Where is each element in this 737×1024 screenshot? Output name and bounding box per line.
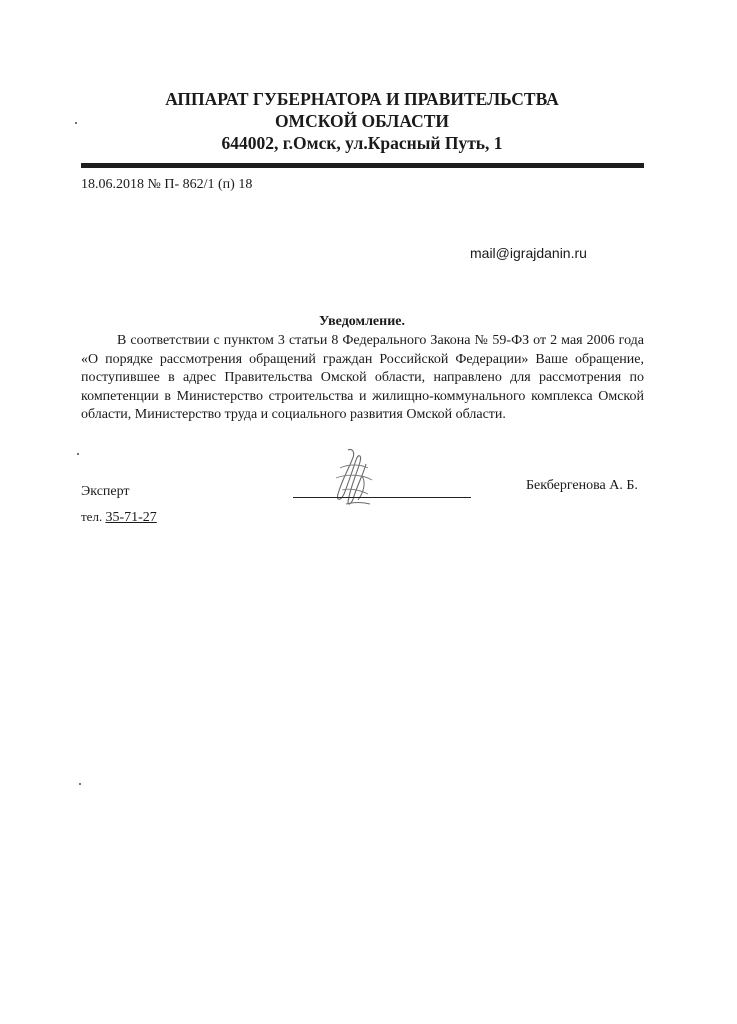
letterhead-organization: АППАРАТ ГУБЕРНАТОРА И ПРАВИТЕЛЬСТВА (165, 89, 559, 109)
scan-speck (75, 122, 77, 124)
document-reference: 18.06.2018 № П- 862/1 (п) 18 (81, 177, 253, 192)
letterhead-address: 644002, г.Омск, ул.Красный Путь, 1 (221, 133, 503, 153)
header-divider (81, 163, 644, 168)
letterhead-region: ОМСКОЙ ОБЛАСТИ (274, 111, 450, 131)
signature-line (293, 497, 471, 498)
phone-prefix: тел. (81, 509, 103, 524)
phone-number: 35-71-27 (105, 510, 157, 525)
signer-position: Эксперт (81, 484, 130, 499)
signer-name: Бекбергенова А. Б. (526, 478, 638, 493)
recipient-email: mail@igrajdanin.ru (470, 245, 587, 261)
scan-speck (77, 453, 79, 455)
document-title: Уведомление. (319, 314, 405, 329)
document-body: В соответствии с пунктом 3 статьи 8 Федерального Закона № 59-ФЗ от 2 мая 2006 года «О порядке рассмотрения обращений граждан Российской Федерации» Ваше обращение, поступившее в адрес Правительства Омской области, направлено для рассмотрения по компетенции в Министерство строительства и жилищно-коммунального комплекса Омской области, Министерство труда и социального развития Омской области. (81, 333, 644, 422)
handwritten-signature (318, 446, 388, 508)
letterhead (80, 88, 644, 154)
contact-phone (81, 509, 157, 526)
scan-speck (79, 783, 81, 785)
